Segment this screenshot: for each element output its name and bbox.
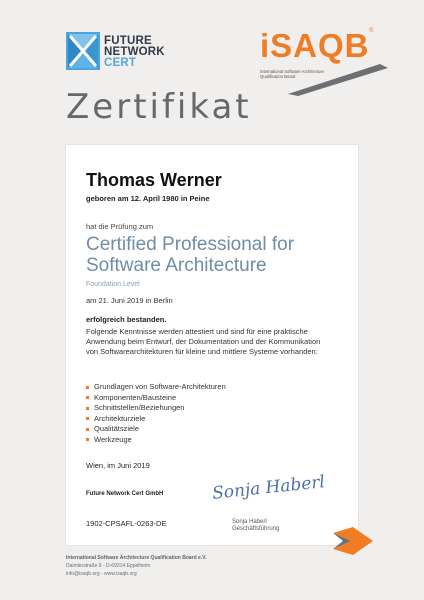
topic-item: Qualitätsziele xyxy=(86,424,226,435)
signatory-name: Sonja Haberl xyxy=(232,519,267,525)
exam-date: am 21. Juni 2019 in Berlin xyxy=(86,296,173,305)
footer-org: International Software Architecture Qualification Board e.V. xyxy=(66,555,207,561)
certification-title-line1: Certified Professional for xyxy=(86,234,295,255)
fnc-logo-line1: FUTURE xyxy=(104,35,152,47)
knowledge-description: Folgende Kenntnisse werden attestiert und sind für eine praktische Anwendung beim Entwurf, der Dokumentation und der Kommunikation von Softwarearchitekturen für kleine und mittlere Systeme vorhanden: xyxy=(86,327,321,356)
isaqb-registered-mark: ® xyxy=(369,28,374,34)
footer-contact: info@isaqb.org · www.isaqb.org xyxy=(66,571,137,577)
footer-address: Daimlerstraße 9 · D-69314 Eppelheim xyxy=(66,563,151,569)
fnc-logo-line3: CERT xyxy=(104,57,137,69)
future-network-cert-logo xyxy=(66,32,196,74)
topic-item: Grundlagen von Software-Architekturen xyxy=(86,382,226,393)
corner-arrow-icon xyxy=(333,527,373,555)
topic-item: Architekturziele xyxy=(86,414,226,425)
recipient-name: Thomas Werner xyxy=(86,170,222,190)
certification-level: Foundation Level xyxy=(86,281,140,288)
signatory-role: Geschäftsführung xyxy=(232,526,280,532)
exam-intro: hat die Prüfung zum xyxy=(86,222,154,231)
certification-title xyxy=(86,234,294,276)
topics-list xyxy=(86,382,226,446)
fnc-logo-line2: NETWORK xyxy=(104,46,165,58)
certification-title-line2: Software Architecture xyxy=(86,255,267,276)
issuer-name: Future Network Cert GmbH xyxy=(86,491,164,497)
fnc-logo-icon xyxy=(66,32,100,70)
footer xyxy=(66,554,207,578)
signature: Sonja Haberl xyxy=(211,472,326,504)
topic-item: Schnittstellen/Beziehungen xyxy=(86,403,226,414)
isaqb-logo xyxy=(248,26,388,96)
topic-item: Komponenten/Bausteine xyxy=(86,393,226,404)
isaqb-subtitle-line1: International Software Architecture xyxy=(260,69,325,74)
page-title: Zertifikat xyxy=(66,87,252,127)
fnc-logo-text xyxy=(104,36,165,69)
exam-result: erfolgreich bestanden. xyxy=(86,315,167,324)
signatory xyxy=(232,519,279,533)
certificate-number: 1902-CPSAFL-0263-DE xyxy=(86,519,167,528)
recipient-birth: geboren am 12. April 1980 in Peine xyxy=(86,194,210,203)
topic-item: Werkzeuge xyxy=(86,435,226,446)
isaqb-subtitle-line2: Qualification Board xyxy=(260,74,296,79)
place-date: Wien, im Juni 2019 xyxy=(86,461,150,470)
isaqb-wordmark: iSAQB xyxy=(260,27,370,64)
isaqb-subtitle xyxy=(260,69,324,79)
